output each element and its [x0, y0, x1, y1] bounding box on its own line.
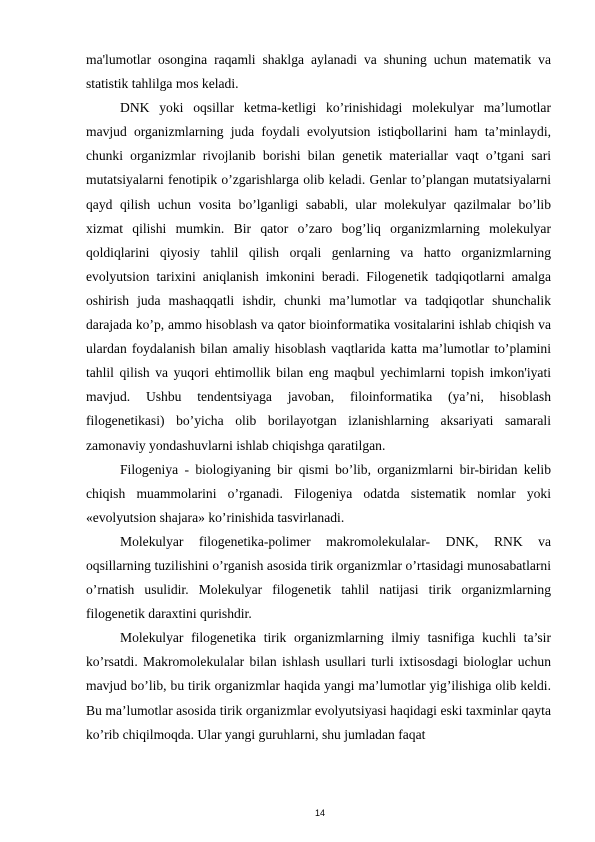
paragraph: DNK yoki oqsillar ketma-ketligi ko’rinishidagi molekulyar ma’lumotlar mavjud organizmlarning juda foydali evolyutsion istiqbollarini ham ta’minlaydi, chunki organizmlar rivojlanib borishi bilan genetik materiallar vaqt o’tgani sari mutatsiyalarni fenotipik o’zgarishlarga olib keladi. Genlar to’plangan mutatsiyalarni qayd qilish uchun vosita bo’lganligi sababli, ular molekulyar qazilmalar bo’lib xizmat qilishi mumkin. Bir qator o’zaro bog’liq organizmlarning molekulyar qoldiqlarini qiyosiy tahlil qilish orqali genlarning va hatto organizmlarning evolyutsion tarixini aniqlanish imkonini beradi. Filogenetik tadqiqotlarni amalga oshirish juda mashaqqatli ishdir, chunki ma’lumotlar va tadqiqotlar shunchalik darajada ko’p, ammo hisoblash va qator bioinformatika vositalarini ishlab chiqish va ulardan foydalanish bilan amaliy hisoblash vaqtlarida katta ma’lumotlar to’plamini tahlil qilish va yuqori ehtimollik bilan eng maqbul yechimlarni topish imkon'iyati mavjud. Ushbu tendentsiyaga javoban, filoinformatika (ya’ni, hisoblash filogenetikasi) bo’yicha olib borilayotgan izlanishlarning aksariyati samarali zamonaviy yondashuvlarni ishlab chiqishga qaratilgan. [86, 100, 551, 453]
page-number: 14 [314, 808, 325, 818]
paragraph: Molekulyar filogenetika-polimer makromolekulalar- DNK, RNK va oqsillarning tuzilishini o’rganish asosida tirik organizmlar o’rtasidagi munosabatlarni o’rnatish usulidir. Molekulyar filogenetik tahlil natijasi tirik organizmlarning filogenetik daraxtini qurishdir. [86, 533, 551, 622]
paragraph: Filogeniya - biologiyaning bir qismi bo’lib, organizmlarni bir-biridan kelib chiqish muammolarini o’rganadi. Filogeniya odatda sistematik nomlar yoki «evolyutsion shajara» ko’rinishida tasvirlanadi. [86, 461, 551, 525]
paragraph: Molekulyar filogenetika tirik organizmlarning ilmiy tasnifiga kuchli ta’sir ko’rsatdi. Makromolekulalar bilan ishlash usullari turli ixtisosdagi biologlar uchun mavjud bo’lib, bu tirik organizmlar haqida yangi ma’lumotlar yig’ilishiga olib keldi. Bu ma’lumotlar asosida tirik organizmlar evolyutsiyasi haqidagi eski taxminlar qayta ko’rib chiqilmoqda. Ular yangi guruhlarni, shu jumladan faqat [86, 630, 551, 742]
document-body [86, 48, 551, 747]
paragraph: ma'lumotlar osongina raqamli shaklga aylanadi va shuning uchun matematik va statistik tahlilga mos keladi. [86, 52, 551, 92]
